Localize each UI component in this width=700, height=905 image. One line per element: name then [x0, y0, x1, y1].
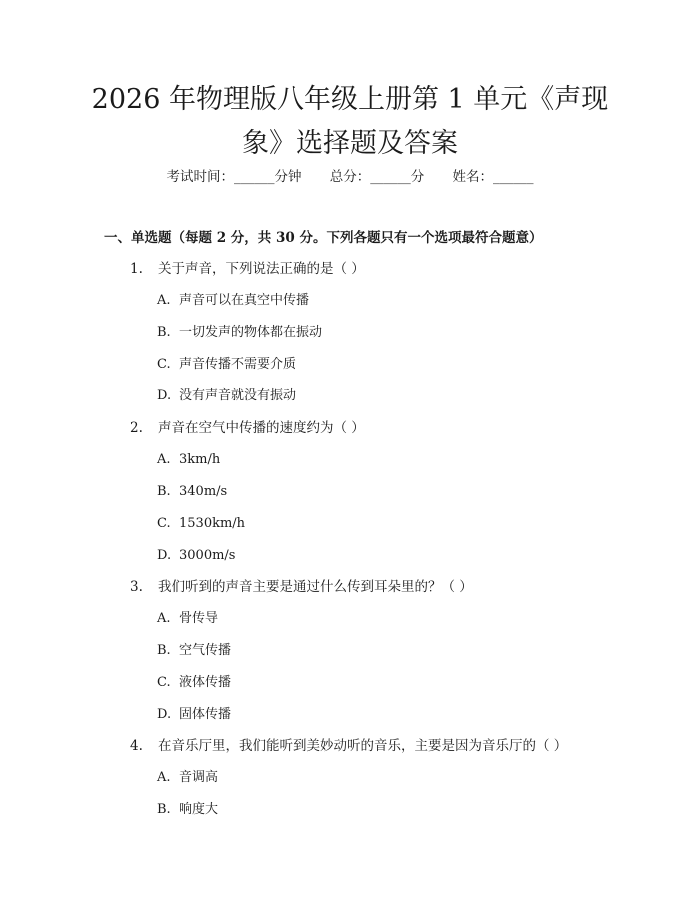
document-title	[90, 78, 610, 166]
option-text: 声音可以在真空中传播	[179, 293, 310, 308]
question-number: 1.	[130, 261, 143, 277]
option-letter: B.	[157, 484, 171, 499]
question-number: 4.	[130, 738, 143, 754]
option-letter: C.	[157, 516, 171, 531]
option-letter: A.	[157, 452, 171, 467]
exam-time-field: 考试时间：______分钟	[166, 169, 302, 185]
option-text: 3000m/s	[179, 548, 236, 563]
option-letter: B.	[157, 802, 171, 817]
option-letter: C.	[157, 675, 171, 690]
student-name-field: 姓名：______	[452, 169, 534, 185]
option-letter: B.	[157, 643, 171, 658]
option-letter: C.	[157, 357, 171, 372]
question-text: 声音在空气中传播的速度约为（ ）	[158, 420, 365, 436]
option-text: 空气传播	[179, 643, 232, 658]
question-1-option-c	[157, 355, 296, 375]
total-score-field: 总分：______分	[329, 169, 425, 185]
question-text: 关于声音，下列说法正确的是（ ）	[158, 261, 365, 277]
question-1-option-b	[157, 323, 322, 343]
option-letter: D.	[157, 707, 172, 722]
question-2-option-a	[157, 450, 220, 470]
question-3	[130, 577, 473, 597]
option-letter: A.	[157, 770, 171, 785]
question-text: 我们听到的声音主要是通过什么传到耳朵里的？（ ）	[158, 579, 473, 595]
option-text: 响度大	[179, 802, 219, 817]
question-4	[130, 736, 567, 756]
option-letter: A.	[157, 293, 171, 308]
exam-info-row	[0, 167, 700, 187]
question-number: 3.	[130, 579, 143, 595]
question-text: 在音乐厅里，我们能听到美妙动听的音乐，主要是因为音乐厅的（ ）	[158, 738, 568, 754]
option-text: 没有声音就没有振动	[179, 388, 297, 403]
question-3-option-d	[157, 705, 231, 725]
question-1-option-a	[157, 291, 309, 311]
section-heading: 一、单选题（每题 2 分，共 30 分。下列各题只有一个选项最符合题意）	[104, 230, 543, 246]
option-text: 固体传播	[179, 707, 232, 722]
question-number: 2.	[130, 420, 143, 436]
question-3-option-a	[157, 609, 218, 629]
option-text: 340m/s	[179, 484, 228, 499]
option-text: 骨传导	[179, 611, 219, 626]
option-letter: D.	[157, 548, 172, 563]
title-line-2: 象》选择题及答案	[242, 128, 458, 159]
question-3-option-b	[157, 641, 231, 661]
question-2-option-d	[157, 546, 235, 566]
option-text: 音调高	[179, 770, 219, 785]
question-2-option-c	[157, 514, 245, 534]
option-letter: D.	[157, 388, 172, 403]
title-line-1: 2026 年物理版八年级上册第 1 单元《声现	[91, 84, 609, 115]
option-letter: A.	[157, 611, 171, 626]
option-text: 一切发声的物体都在振动	[179, 325, 323, 340]
option-text: 3km/h	[179, 452, 221, 467]
question-3-option-c	[157, 673, 231, 693]
option-text: 声音传播不需要介质	[179, 357, 297, 372]
question-1	[130, 259, 365, 279]
option-text: 1530km/h	[179, 516, 246, 531]
question-4-option-b	[157, 800, 218, 820]
option-letter: B.	[157, 325, 171, 340]
question-4-option-a	[157, 768, 218, 788]
question-1-option-d	[157, 386, 296, 406]
question-2-option-b	[157, 482, 227, 502]
option-text: 液体传播	[179, 675, 232, 690]
question-2	[130, 418, 365, 438]
